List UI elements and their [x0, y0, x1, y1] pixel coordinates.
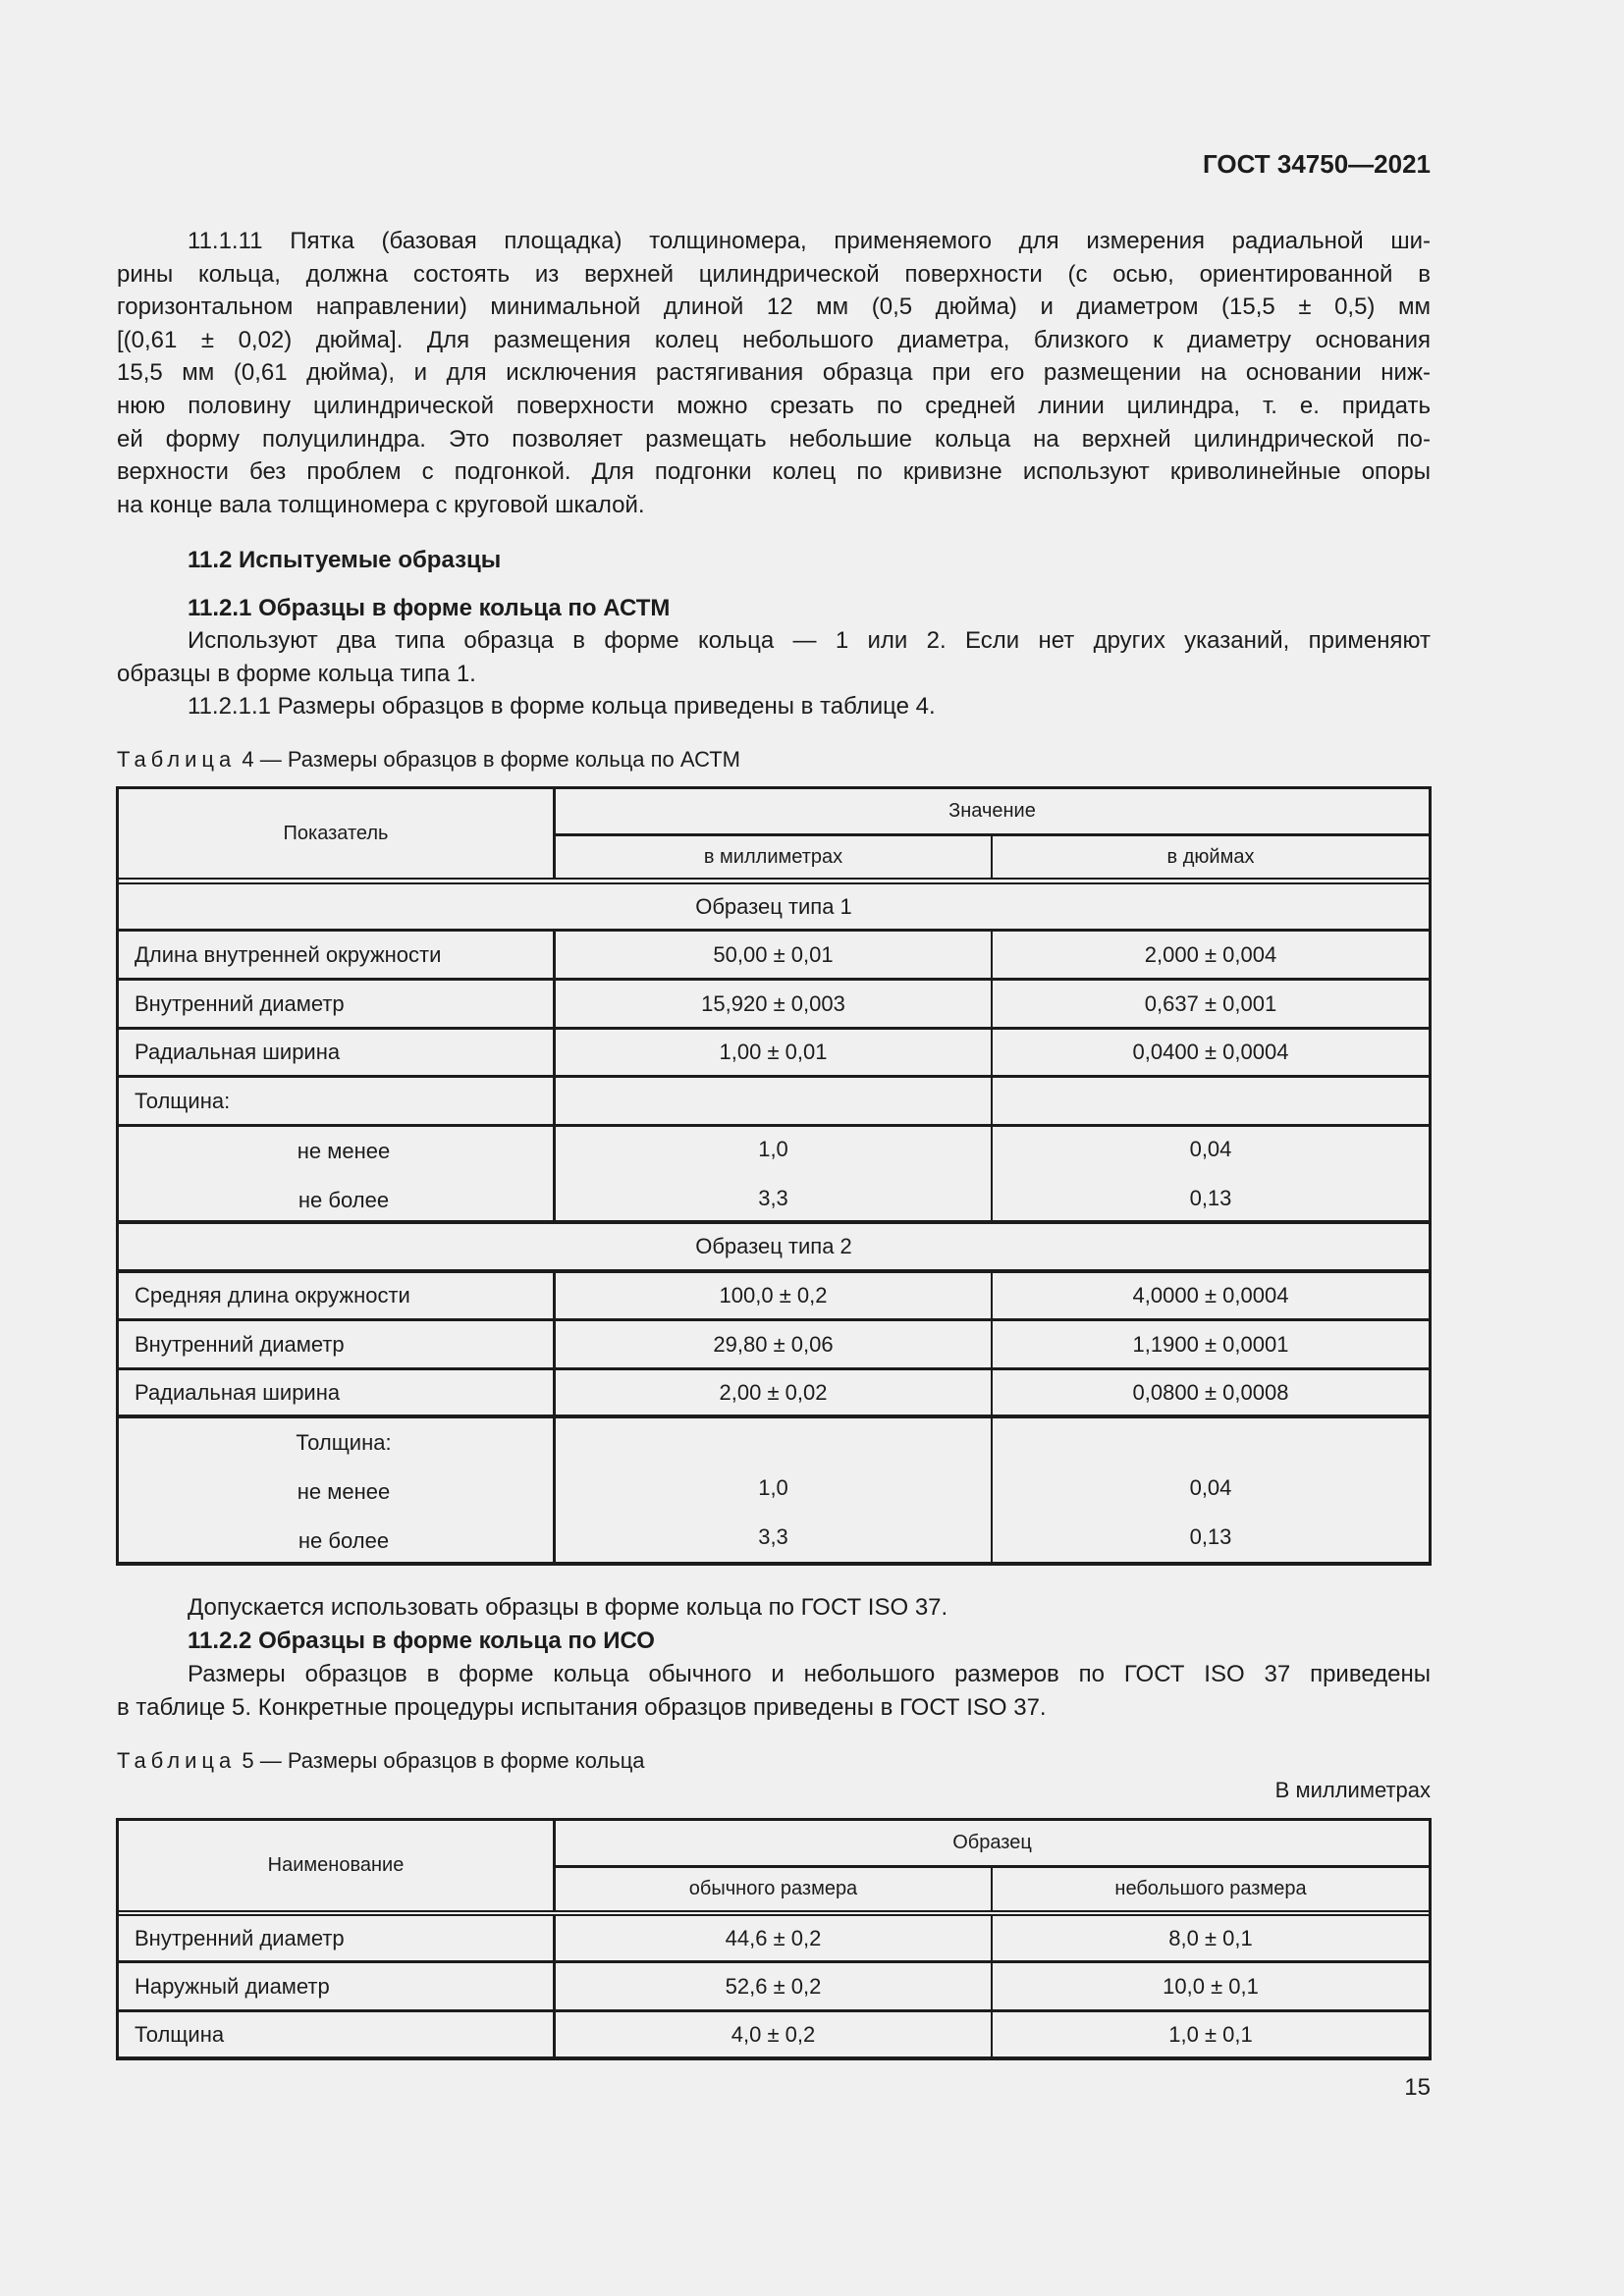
row-label: Толщина	[135, 2021, 225, 2047]
text-line: [(0,61 ± 0,02) дюйма]. Для размещения колец небольшого диаметра, близкого к диаметру основания	[117, 326, 1431, 353]
thickness-block-inches	[993, 1418, 1429, 1562]
value-max-inches: 0,13	[1189, 1524, 1232, 1549]
paragraph-11-2-1	[117, 624, 1431, 690]
label-max: не более	[298, 1528, 390, 1553]
value-min-inches: 0,04	[1189, 1475, 1232, 1500]
table-4-caption	[117, 745, 740, 774]
cell-small: 8,0 ± 0,1	[1168, 1925, 1253, 1950]
row-label: Длина внутренней окружности	[135, 941, 442, 967]
cell-inches: 1,1900 ± 0,0001	[1132, 1331, 1289, 1357]
text-line: на конце вала толщиномера с круговой шкалой.	[117, 491, 645, 518]
cell-inches: 4,0000 ± 0,0004	[1132, 1283, 1289, 1308]
value-max-mm: 3,3	[758, 1524, 788, 1549]
column-header-regular-size: обычного размера	[688, 1878, 858, 1899]
cell-regular: 44,6 ± 0,2	[725, 1925, 822, 1950]
paragraph-11-2-2	[117, 1658, 1431, 1724]
cell-regular: 4,0 ± 0,2	[731, 2021, 816, 2047]
value-max-inches: 0,13	[1189, 1185, 1232, 1210]
label-min: не менее	[297, 1139, 391, 1163]
text-line: рины кольца, должна состоять из верхней цилиндрической поверхности (с осью, ориентированной в	[117, 260, 1431, 288]
row-label: Наружный диаметр	[135, 1973, 330, 1999]
paragraph-11-1-11	[117, 225, 1431, 521]
value-min-mm: 1,0	[758, 1136, 788, 1161]
paragraph-gost-iso-37-allowed: Допускается использовать образцы в форме кольца по ГОСТ ISO 37.	[188, 1594, 948, 1621]
thickness-limits-inches	[993, 1127, 1429, 1220]
text-line: нюю половину цилиндрической поверхности можно срезать по средней линии цилиндра, т. е. придать	[117, 392, 1431, 419]
document-number-header: ГОСТ 34750—2021	[1203, 149, 1431, 179]
row-label-thickness: Толщина:	[135, 1088, 231, 1113]
row-label: Средняя длина окружности	[135, 1283, 410, 1308]
column-group-header-value: Значение	[948, 800, 1036, 822]
value-min-mm: 1,0	[758, 1475, 788, 1500]
cell-small: 10,0 ± 0,1	[1163, 1973, 1259, 1999]
row-label: Внутренний диаметр	[135, 990, 345, 1016]
text-line: Размеры образцов в форме кольца обычного и небольшого размеров по ГОСТ ISO 37 приведены	[188, 1661, 1431, 1687]
table-4	[116, 786, 1432, 1566]
column-header-small-size: небольшого размера	[1114, 1878, 1307, 1899]
text-line: в таблице 5. Конкретные процедуры испытания образцов приведены в ГОСТ ISO 37.	[117, 1693, 1047, 1721]
cell-small: 1,0 ± 0,1	[1168, 2021, 1253, 2047]
table-caption-text: 4 — Размеры образцов в форме кольца по АСТМ	[242, 747, 741, 772]
cell-mm: 2,00 ± 0,02	[719, 1379, 828, 1405]
cell-inches: 0,637 ± 0,001	[1144, 990, 1277, 1016]
column-header-name: Наименование	[267, 1854, 405, 1876]
column-header-inches: в дюймах	[1166, 845, 1255, 868]
row-label: Внутренний диаметр	[135, 1925, 345, 1950]
table-caption-prefix: Таблица	[117, 1748, 237, 1773]
page-number: 15	[1404, 2074, 1431, 2101]
text-line: горизонтальном направлении) минимальной длиной 12 мм (0,5 дюйма) и диаметром (15,5 ± 0,5) мм	[117, 294, 1431, 321]
section-row-type-1: Образец типа 1	[695, 893, 852, 919]
cell-mm: 15,920 ± 0,003	[701, 990, 845, 1016]
section-heading-11-2: 11.2 Испытуемые образцы	[188, 547, 502, 573]
cell-mm: 29,80 ± 0,06	[713, 1331, 834, 1357]
column-header-indicator: Показатель	[283, 822, 389, 844]
text-line: ей форму полуцилиндра. Это позволяет размещать небольшие кольца на верхней цилиндрической по-	[117, 425, 1431, 453]
thickness-limits-mm	[556, 1127, 991, 1220]
label-min: не менее	[297, 1479, 391, 1504]
section-heading-11-2-1: 11.2.1 Образцы в форме кольца по АСТМ	[188, 595, 671, 621]
row-label: Радиальная ширина	[135, 1040, 341, 1064]
column-header-mm: в миллиметрах	[703, 845, 843, 868]
cell-inches: 2,000 ± 0,004	[1144, 941, 1277, 967]
cell-mm: 100,0 ± 0,2	[719, 1283, 828, 1308]
table-caption-text: 5 — Размеры образцов в форме кольца	[242, 1748, 645, 1773]
text-line: верхности без проблем с подгонкой. Для подгонки колец по кривизне используют криволинейные опоры	[117, 458, 1431, 486]
table-5-units: В миллиметрах	[1274, 1778, 1431, 1802]
thickness-limits-labels	[119, 1127, 553, 1220]
cell-inches: 0,0400 ± 0,0004	[1132, 1040, 1289, 1064]
section-row-type-2: Образец типа 2	[695, 1234, 852, 1258]
cell-regular: 52,6 ± 0,2	[725, 1973, 822, 1999]
text-line: Используют два типа образца в форме кольца — 1 или 2. Если нет других указаний, применяют	[188, 627, 1431, 654]
cell-mm: 50,00 ± 0,01	[713, 941, 834, 967]
cell-mm: 1,00 ± 0,01	[719, 1040, 828, 1064]
text-line: 11.1.11 Пятка (базовая площадка) толщиномера, применяемого для измерения радиальной ши-	[188, 228, 1431, 254]
value-max-mm: 3,3	[758, 1185, 788, 1210]
text-line: образцы в форме кольца типа 1.	[117, 660, 476, 687]
row-label-thickness: Толщина:	[296, 1430, 392, 1455]
row-label: Радиальная ширина	[135, 1379, 341, 1405]
section-heading-11-2-2: 11.2.2 Образцы в форме кольца по ИСО	[188, 1628, 655, 1654]
value-min-inches: 0,04	[1189, 1136, 1232, 1161]
table-5-caption	[117, 1746, 645, 1776]
cell-inches: 0,0800 ± 0,0008	[1132, 1379, 1289, 1405]
table-caption-prefix: Таблица	[117, 747, 237, 772]
text-line: 15,5 мм (0,61 дюйма), и для исключения растягивания образца при его размещении на основании ниж-	[117, 359, 1431, 387]
table-5	[116, 1818, 1432, 2060]
column-group-header-sample: Образец	[952, 1832, 1032, 1853]
paragraph-11-2-1-1: 11.2.1.1 Размеры образцов в форме кольца приведены в таблице 4.	[188, 693, 936, 720]
thickness-block-mm	[556, 1418, 991, 1562]
thickness-block-labels	[119, 1418, 553, 1562]
row-label: Внутренний диаметр	[135, 1331, 345, 1357]
label-max: не более	[298, 1188, 390, 1212]
